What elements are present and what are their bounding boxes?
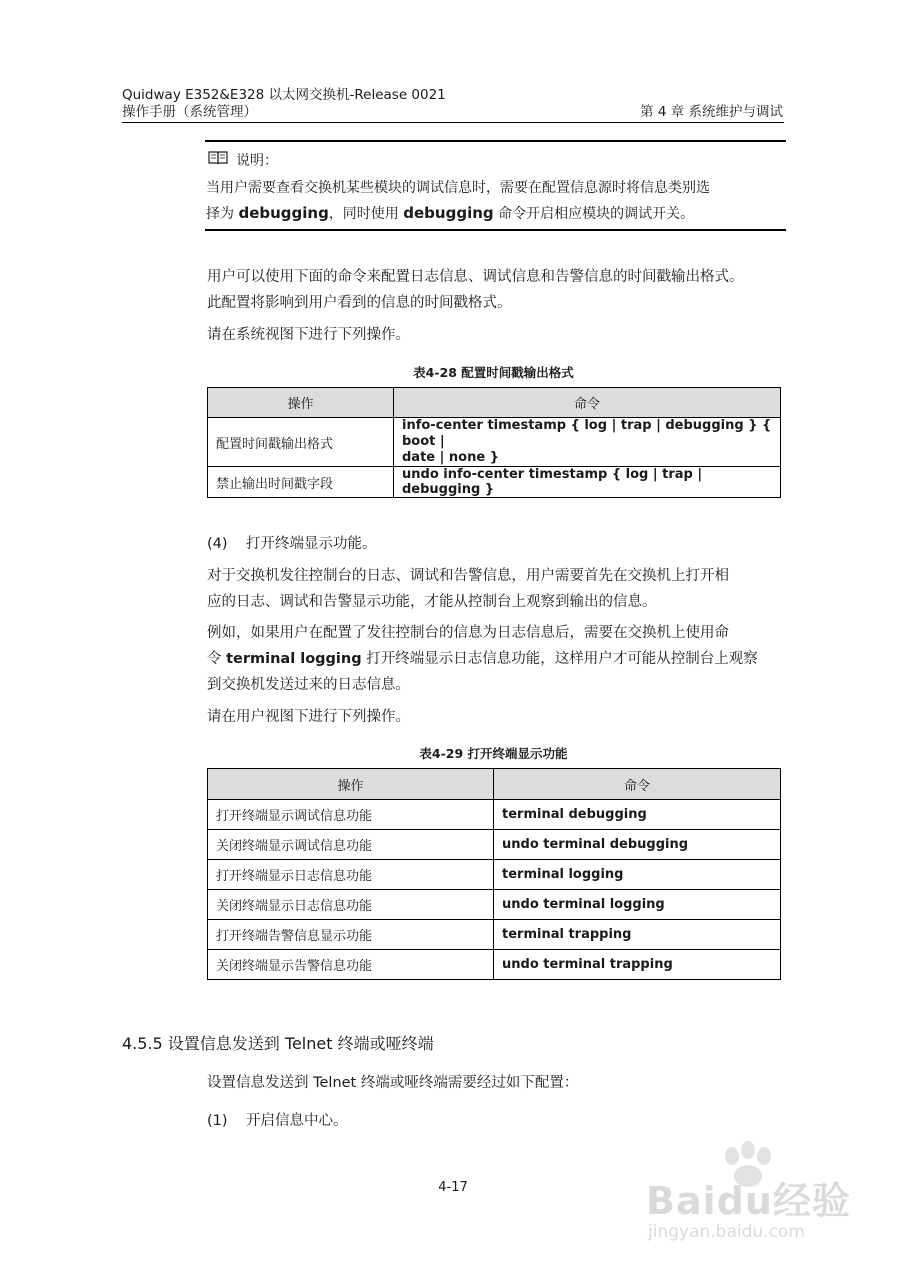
table2-op: 关闭终端显示调试信息功能 <box>208 830 494 860</box>
watermark-site: jingyan.baidu.com <box>648 1222 805 1242</box>
table2-header-op: 操作 <box>208 769 494 800</box>
table1-cmd: info-center timestamp { log | trap | debugging } { boot | date | none } <box>394 418 781 467</box>
note-top-rule <box>205 140 786 142</box>
intro-line-1: 用户可以使用下面的命令来配置日志信息、调试信息和告警信息的时间戳输出格式。 <box>207 269 744 285</box>
table2 <box>207 768 781 980</box>
section-step1-number: (1) <box>207 1113 228 1129</box>
table-row <box>208 890 781 920</box>
table-row <box>208 800 781 830</box>
section-heading: 4.5.5 设置信息发送到 Telnet 终端或哑终端 <box>122 1034 434 1053</box>
table1-cmd: undo info-center timestamp { log | trap | debugging } <box>394 467 781 498</box>
table-row <box>208 418 781 467</box>
table2-op: 关闭终端显示日志信息功能 <box>208 890 494 920</box>
table2-caption: 表4-29 打开终端显示功能 <box>419 746 568 761</box>
table2-cmd: undo terminal debugging <box>494 830 781 860</box>
table2-header-cmd: 命令 <box>494 769 781 800</box>
step4-paragraph-2: 例如，如果用户在配置了发往控制台的信息为日志信息后，需要在交换机上使用命 令 terminal logging 打开终端显示日志信息功能，这样用户才可能从控制台上观察 到交换机发送过来的日志信息。 <box>207 625 758 693</box>
note-bottom-rule <box>205 229 786 231</box>
intro-line-2: 此配置将影响到用户看到的信息的时间戳格式。 <box>207 295 512 311</box>
intro-instruction: 请在系统视图下进行下列操作。 <box>207 327 410 343</box>
table-row <box>208 920 781 950</box>
table2-cmd: terminal logging <box>494 860 781 890</box>
table2-cmd: terminal debugging <box>494 800 781 830</box>
header-title: Quidway E352&E328 以太网交换机-Release 0021 <box>122 87 446 103</box>
note-line-2: 择为 debugging，同时使用 debugging 命令开启相应模块的调试开关。 <box>206 204 695 222</box>
step4-title: 打开终端显示功能。 <box>246 536 377 552</box>
header-manual: 操作手册（系统管理） <box>122 104 257 120</box>
table1 <box>207 387 781 498</box>
note-label: 说明： <box>236 153 278 169</box>
book-icon <box>208 150 230 168</box>
note-body <box>206 176 796 227</box>
table1-header-cmd: 命令 <box>394 388 781 418</box>
table-row <box>208 950 781 980</box>
header-rule <box>122 122 784 123</box>
intro-paragraph <box>207 264 797 316</box>
table2-op: 关闭终端显示告警信息功能 <box>208 950 494 980</box>
table2-cmd: undo terminal logging <box>494 890 781 920</box>
watermark-brand: Baidu经验 <box>646 1179 851 1223</box>
table1-header-op: 操作 <box>208 388 394 418</box>
table-row <box>208 860 781 890</box>
step4-instruction: 请在用户视图下进行下列操作。 <box>207 709 410 725</box>
table-row <box>208 467 781 498</box>
section-paragraph: 设置信息发送到 Telnet 终端或哑终端需要经过如下配置： <box>207 1075 579 1091</box>
table-row <box>208 830 781 860</box>
table2-cmd: undo terminal trapping <box>494 950 781 980</box>
table1-op: 禁止输出时间戳字段 <box>208 467 394 498</box>
page-number: 4-17 <box>438 1180 468 1195</box>
table2-op: 打开终端告警信息显示功能 <box>208 920 494 950</box>
header-chapter: 第 4 章 系统维护与调试 <box>640 104 783 120</box>
table1-op: 配置时间戳输出格式 <box>208 418 394 467</box>
table2-op: 打开终端显示调试信息功能 <box>208 800 494 830</box>
table2-cmd: terminal trapping <box>494 920 781 950</box>
section-step1-text: 开启信息中心。 <box>246 1113 348 1129</box>
table2-op: 打开终端显示日志信息功能 <box>208 860 494 890</box>
step4-number: (4) <box>207 536 228 552</box>
table1-caption: 表4-28 配置时间戳输出格式 <box>413 365 574 380</box>
step4-paragraph-1: 对于交换机发往控制台的日志、调试和告警信息，用户需要首先在交换机上打开相 应的日志、调试和告警显示功能，才能从控制台上观察到输出的信息。 <box>207 568 729 610</box>
note-line-1: 当用户需要查看交换机某些模块的调试信息时，需要在配置信息源时将信息类别选 <box>206 180 710 196</box>
